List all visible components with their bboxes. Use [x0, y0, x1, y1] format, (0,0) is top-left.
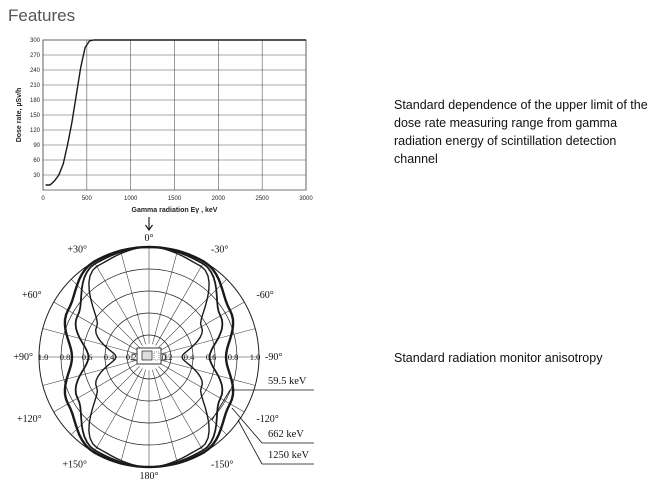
- x-tick-label: 3000: [299, 196, 313, 202]
- radial-tick-label: 0.4: [103, 352, 115, 362]
- arrow-down-icon: [146, 217, 153, 230]
- y-tick-labels: [30, 38, 41, 179]
- radial-tick-label: 1.0: [37, 352, 49, 362]
- angle-label: -120°: [256, 414, 279, 425]
- x-tick-label: 500: [81, 196, 92, 202]
- device-screen: [142, 351, 152, 360]
- y-tick-label: 270: [29, 53, 40, 59]
- radial-tick-label: 1.0: [249, 352, 261, 362]
- x-axis-title: Gamma radiation Eγ , keV: [131, 207, 218, 214]
- angle-label: +150°: [62, 459, 87, 471]
- y-tick-label: 120: [29, 128, 40, 134]
- angle-label: -90°: [265, 352, 283, 363]
- angle-spoke: [152, 370, 177, 464]
- x-tick-label: 0: [41, 196, 45, 202]
- x-tick-labels: [41, 196, 313, 202]
- angle-label: +30°: [67, 244, 87, 256]
- angle-spoke: [162, 360, 256, 385]
- series-label: 1250 keV: [268, 450, 310, 461]
- angle-label: -150°: [211, 459, 234, 471]
- radial-tick-label: 0.8: [59, 352, 71, 362]
- y-axis-title: Dose rate, µSv/h: [16, 87, 23, 143]
- y-tick-label: 300: [29, 38, 40, 44]
- x-tick-label: 1500: [167, 196, 182, 202]
- angle-label: 0°: [144, 233, 154, 244]
- x-tick-label: 2000: [211, 196, 226, 202]
- caption-anisotropy: Standard radiation monitor anisotropy: [394, 351, 603, 365]
- y-tick-label: 150: [29, 113, 40, 119]
- x-tick-label: 1000: [123, 196, 138, 202]
- y-tick-label: 90: [33, 143, 40, 149]
- radial-tick-label: 0.2: [161, 352, 173, 362]
- y-tick-label: 180: [29, 98, 40, 104]
- caption-dose-rate: Standard dependence of the upper limit of the dose rate measuring range from gamma radiation energy of scintillation detection channel: [394, 98, 648, 166]
- angle-spoke: [162, 329, 256, 354]
- y-tick-label: 60: [33, 158, 40, 164]
- angle-label: 180°: [139, 471, 159, 482]
- angle-label: +60°: [21, 290, 42, 301]
- y-tick-label: 210: [29, 83, 40, 89]
- radial-tick-label: 0.6: [81, 352, 93, 362]
- anisotropy-polar-chart: [13, 217, 314, 482]
- y-tick-label: 240: [29, 68, 40, 74]
- y-tick-label: 30: [33, 173, 40, 179]
- angle-spoke: [43, 329, 137, 354]
- angle-label: +120°: [16, 414, 42, 425]
- angle-spoke: [121, 370, 146, 464]
- angle-spoke: [152, 251, 177, 345]
- series-leader-line: [238, 420, 262, 464]
- series-label: 59.5 keV: [268, 376, 307, 387]
- radial-tick-label: 0.4: [183, 352, 195, 362]
- dose-rate-chart: [16, 38, 313, 214]
- angle-spoke: [121, 251, 146, 345]
- angle-label: -30°: [211, 244, 229, 256]
- angle-label: -60°: [256, 290, 274, 301]
- angle-label: +90°: [13, 352, 33, 363]
- radial-tick-label: 0.2: [125, 352, 137, 362]
- x-tick-label: 2500: [255, 196, 269, 202]
- angle-spoke: [43, 360, 137, 385]
- page-title: Features: [8, 6, 76, 25]
- radial-tick-label: 0.6: [205, 352, 217, 362]
- radial-tick-label: 0.8: [227, 352, 239, 362]
- series-label: 662 keV: [268, 429, 304, 440]
